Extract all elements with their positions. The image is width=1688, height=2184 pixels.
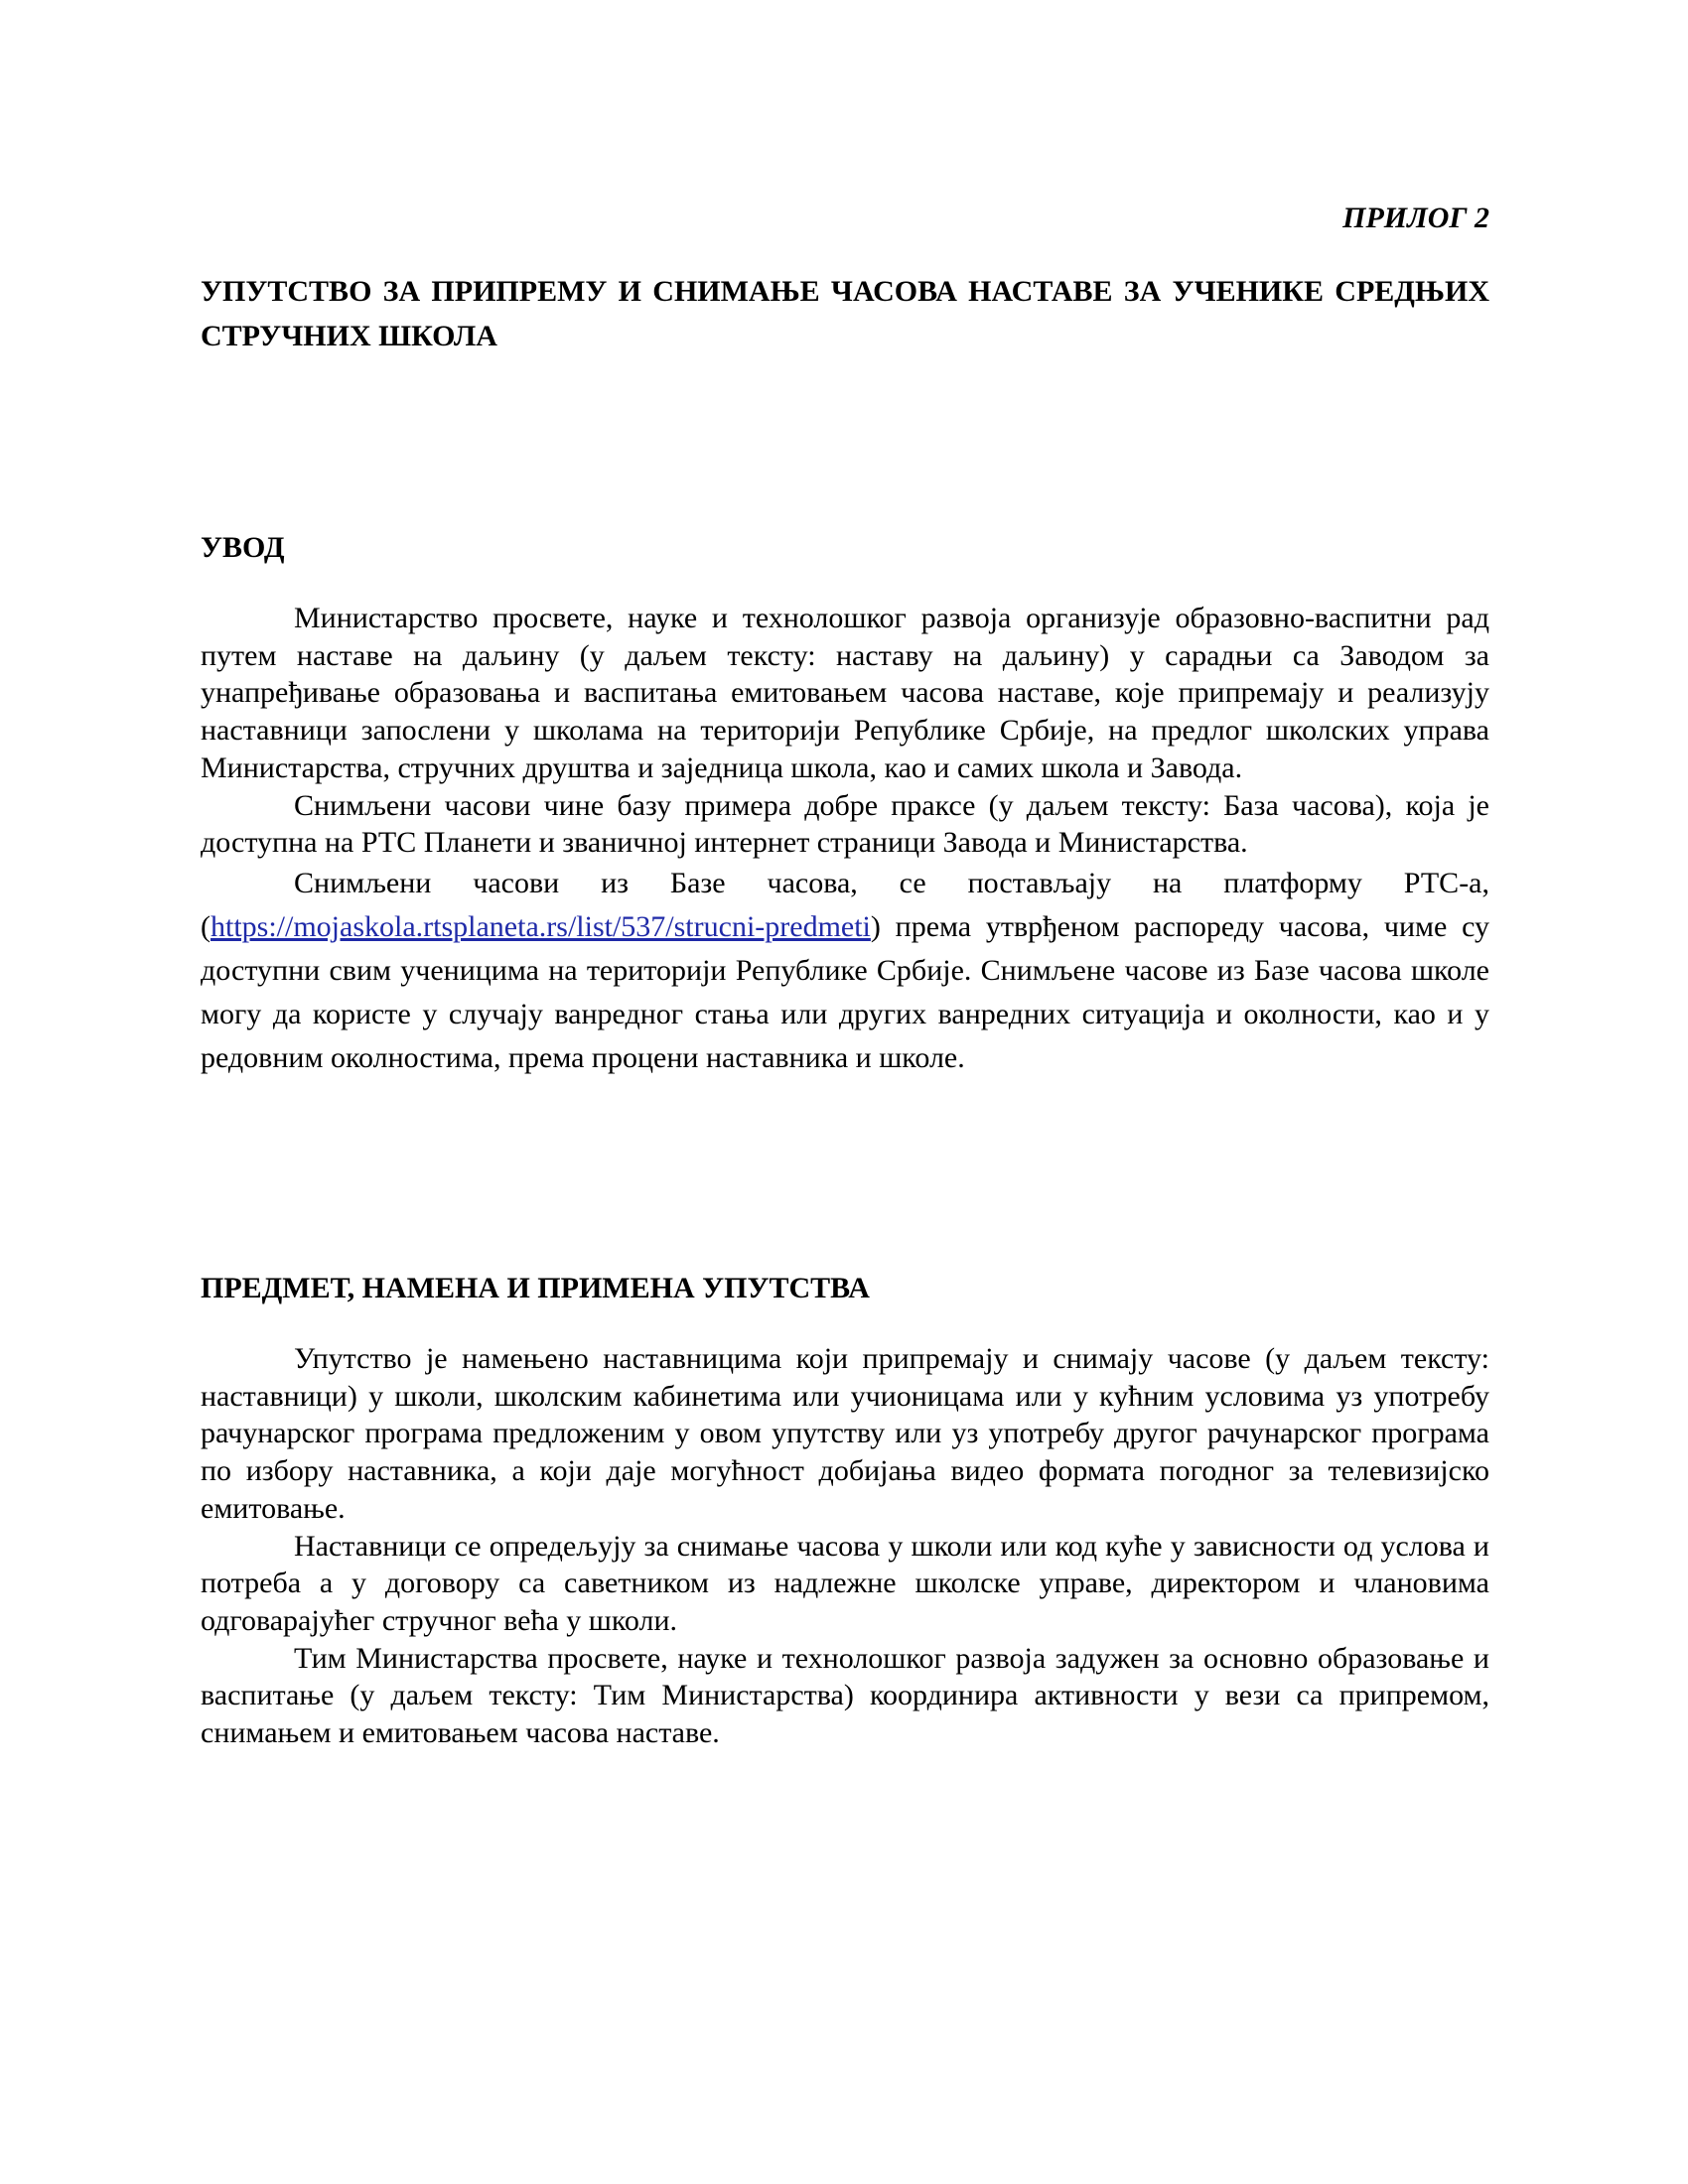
intro-paragraph-1: Министарство просвете, науке и технолошког развоја организује образовно-васпитни рад путем наставе на даљину (у даљем тексту: наставу на даљину) у сарадњи са Заводом за унапређивање образовања и васпитања емитовањем часова наставе, које припремају и реализују наставници запослени у школама на територији Републике Србије, на предлог школских управа Министарства, стручних друштва и заједница школа, као и самих школа и Завода. <box>201 602 1489 784</box>
purpose-section <box>201 1340 1489 1752</box>
intro-paragraph-3 <box>201 862 1489 1080</box>
intro-paragraph-3-lead: Снимљени часови из Базе часова, се постављају на платформу РТС-а, ( <box>201 866 1489 943</box>
intro-heading: УВОД <box>201 531 285 564</box>
rts-planeta-link[interactable]: https://mojaskola.rtsplaneta.rs/list/537/strucni-predmeti <box>211 909 871 943</box>
purpose-paragraph-1: Упутство је намењено наставницима који припремају и снимају часове (у даљем тексту: наставници) у школи, школским кабинетима или учионицама или у кућним условима уз употребу рачунарског програма предложеним у овом упутству или уз употребу другог рачунарског програма по избору наставника, а који даје могућност добијања видео формата погодног за телевизијско емитовање. <box>201 1342 1489 1525</box>
intro-paragraph-3-tail: ) према утврђеном распореду часова, чиме су доступни свим ученицима на територији Републике Србије. Снимљене часове из Базе часова школе могу да користе у случају ванредног стања или других ванредних ситуација и околности, као и у редовним околностима, према процени наставника и школе. <box>201 909 1489 1074</box>
annex-label: ПРИЛОГ 2 <box>1342 202 1489 234</box>
intro-section <box>201 600 1489 1080</box>
purpose-paragraph-3: Тим Министарства просвете, науке и технолошког развоја задужен за основно образовање и васпитање (у даљем тексту: Тим Министарства) координира активности у вези са припремом, снимањем и емитовањем часова наставе. <box>201 1641 1489 1750</box>
intro-paragraph-2: Снимљени часови чине базу примера добре праксе (у даљем тексту: База часова), која је доступна на РТС Планети и званичној интернет страници Завода и Министарства. <box>201 788 1489 860</box>
purpose-paragraph-2: Наставници се опредељују за снимање часова у школи или код куће у зависности од услова и потреба а у договору са саветником из надлежне школске управе, директором и члановима одговарајућег стручног већа у школи. <box>201 1529 1489 1637</box>
document-title: УПУТСТВО ЗА ПРИПРЕМУ И СНИМАЊЕ ЧАСОВА НАСТАВЕ ЗА УЧЕНИКЕ СРЕДЊИХ СТРУЧНИХ ШКОЛА <box>201 275 1489 352</box>
purpose-heading: ПРЕДМЕТ, НАМЕНА И ПРИМЕНА УПУТСТВА <box>201 1272 870 1304</box>
